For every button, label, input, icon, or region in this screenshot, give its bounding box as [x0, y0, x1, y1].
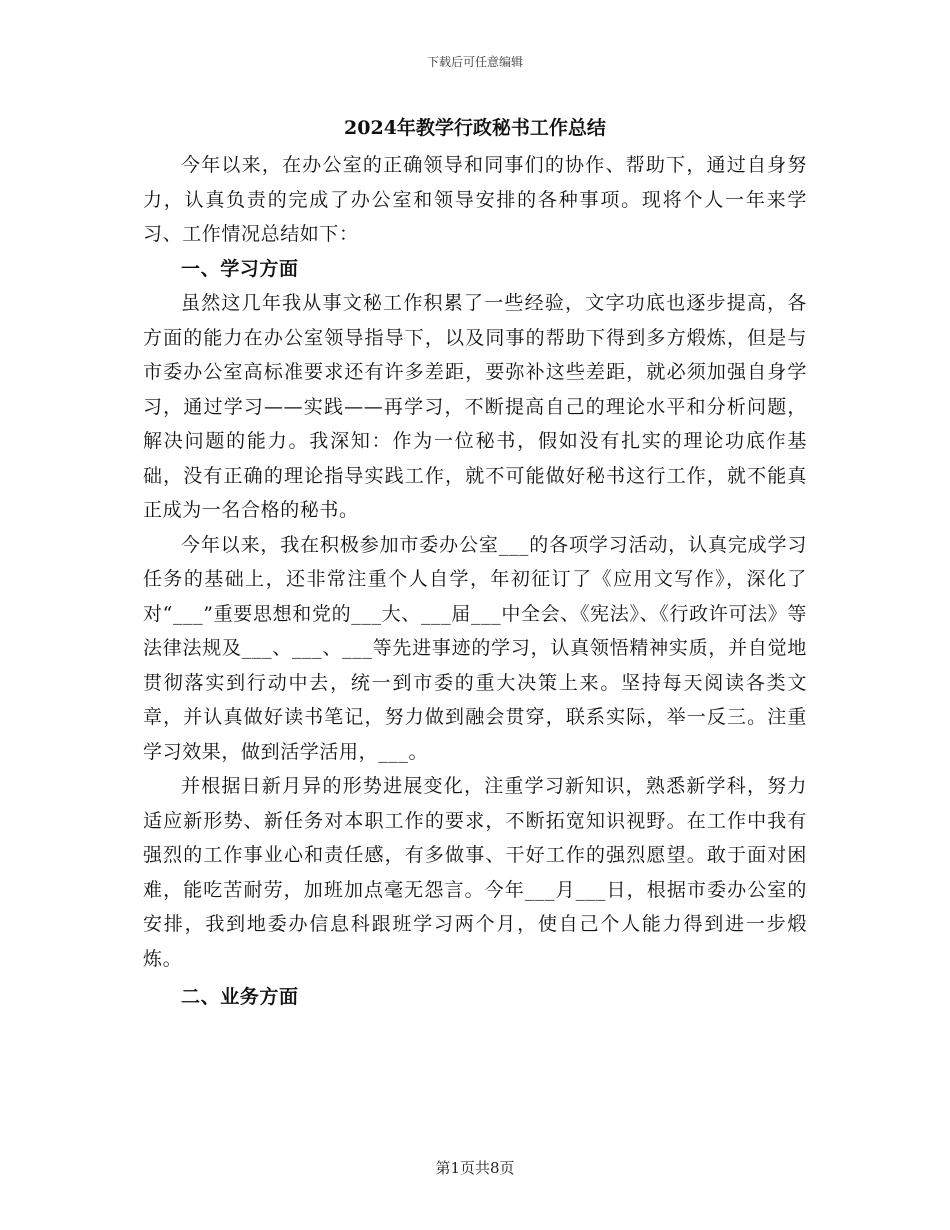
section-heading-business: 二、业务方面: [181, 986, 299, 1008]
page-number: 第1页共8页: [435, 1159, 515, 1177]
study-paragraph-1: 虽然这几年我从事文秘工作积累了一些经验，文字功底也逐步提高，各方面的能力在办公室领导指导下，以及同事的帮助下得到多方煅炼，但是与市委办公室高标准要求还有许多差距，要弥补这些差距，就必须加强自身学习，通过学习——实践——再学习，不断提高自己的理论水平和分析问题，解决问题的能力。我深知：作为一位秘书，假如没有扎实的理论功底作基础，没有正确的理论指导实践工作，就不可能做好秘书这行工作，就不能真正成为一名合格的秘书。: [143, 292, 807, 521]
section-heading-study: 一、学习方面: [181, 257, 299, 280]
study-paragraph-2: 今年以来，我在积极参加市委办公室___的各项学习活动，认真完成学习任务的基础上，还非常注重个人自学，年初征订了《应用文写作》，深化了对“___”重要思想和党的___大、___届___中全会、《宪法》、《行政许可法》等法律法规及___、___、___等先进事迹的学习，认真领悟精神实质，并自觉地贯彻落实到行动中去，统一到市委的重大决策上来。坚持每天阅读各类文章，并认真做好读书笔记，努力做到融会贯穿，联系实际，举一反三。注重学习效果，做到活学活用，___。: [143, 533, 807, 763]
intro-paragraph: 今年以来，在办公室的正确领导和同事们的协作、帮助下，通过自身努力，认真负责的完成了办公室和领导安排的各种事项。现将个人一年来学习、工作情况总结如下：: [143, 154, 807, 245]
document-title: 2024年教学行政秘书工作总结: [344, 117, 606, 139]
study-paragraph-3: 并根据日新月异的形势进展变化，注重学习新知识，熟悉新学科，努力适应新形势、新任务对本职工作的要求，不断拓宽知识视野。在工作中我有强烈的工作事业心和责任感，有多做事、干好工作的强烈愿望。敢于面对困难，能吃苦耐劳，加班加点毫无怨言。今年___月___日，根据市委办公室的安排，我到地委办信息科跟班学习两个月，使自己个人能力得到进一步煅炼。: [143, 775, 807, 970]
page-header-note: 下载后可任意编辑: [426, 55, 523, 69]
document-body: [143, 148, 807, 1015]
